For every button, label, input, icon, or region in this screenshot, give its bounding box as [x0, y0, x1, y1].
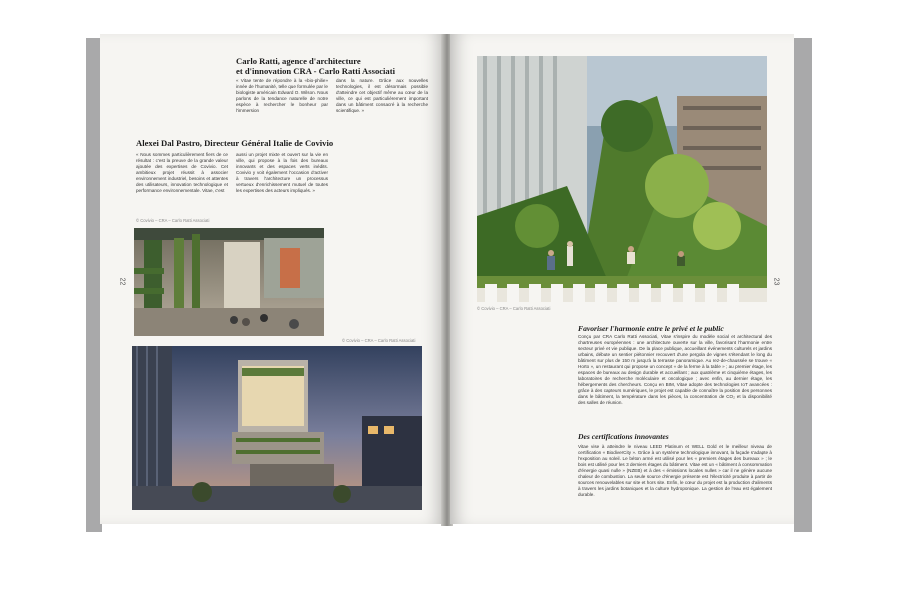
- section1-title-line2: et d'innovation CRA - Carlo Ratti Associati: [236, 66, 395, 76]
- harmony-heading: Favoriser l'harmonie entre le privé et le public: [578, 324, 724, 333]
- exterior-building-photo: [132, 346, 422, 510]
- interior-atrium-photo: [134, 228, 324, 336]
- right-page-number: 23: [772, 277, 780, 286]
- left-page-number: 22: [118, 277, 126, 286]
- certifications-body: Vitae vise à atteindre le niveau LEED Platinum et WELL Gold et le meilleur niveau de certification « BiodiverCity ». Grâce à un système technologique innovant, la façade s'adapte à l'exposition au soleil. Le béton armé est utilisé pour les « premiers étages des bureaux » ; le bois est utilisé pour les 3 derniers étages du bâtiment. Vitae est un « bâtiment à consommation d'énergie quasi nulle » (NZEB) et à des « émissions locales nulles » car il ne génère aucune chaleur de combustion. La seule source d'énergie présente est l'électricité produite à partir de sources renouvelables sur site et hors site. Enfin, le cœur du projet est la production d'aliments à travers les jardins botaniques et la culture hydroponique. La gestion de l'eau est également durable.: [578, 444, 772, 497]
- certifications-heading: Des certifications innovantes: [578, 432, 669, 441]
- section2-col2: aussi un projet mixte et ouvert sur la vie en ville, qui propose à la fois des bureaux innovants et des espaces verts inédits. Covivio y voit également l'occasion d'activer à travers l'architecture un processus vertueux d'enrichissement mutuel de toutes les expertises des acteurs impliqués. »: [236, 152, 328, 193]
- harmony-body: Conçu par CRA Carlo Ratti Associati, Vitae s'inspire du modèle social et architectural des chartreuses européennes : une architecture ouverte sur la ville, favorisant l'harmonie entre secteur privé et vie publique. De la place publique, accueillant événements culturels et jardins urbains, débute un sentier piétonnier recouvert d'une pergola de vignes s'étendant le long du bâtiment sur plus de 150 m jusqu'à la terrasse panoramique. Au rez-de-chaussée se trouve « Horto », un restaurant qui propose un concept « de la ferme à la table » ; au premier étage, les espaces de bureaux au design durable et accueillant ; aux quatrième et cinquième étages, les laboratoires de recherche moléculaire et oncologique ; avec enfin, au dernier étage, les hébergements des chercheurs. Conçu en BIM, Vitae adopte des technologies IoT avancées : grâce à des capteurs numériques, le projet est capable de connaître la position des personnes dans le bâtiment, la température dans les pièces, la concentration de CO₂ et la disponibilité des salles de réunion.: [578, 334, 772, 405]
- left-page: [100, 34, 444, 524]
- magazine-spread: [86, 34, 812, 532]
- photo2-caption: © Covivio – CRA – Carlo Ratti Associati: [342, 338, 416, 343]
- right-page: [450, 34, 794, 524]
- photo1-caption: © Covivio – CRA – Carlo Ratti Associati: [136, 218, 210, 223]
- cover-edge-right: [794, 38, 812, 532]
- section1-col1: « Vitae tente de répondre à la «bio-philie» innée de l'humanité, telle que formulée par le biologiste américain Edward O. Wilson. Nous parlons de la tendance naturelle de notre espèce à rechercher le bonheur par l'immersion: [236, 78, 328, 113]
- section1-col2: dans la nature. Grâce aux nouvelles technologies, il est désormais possible d'atteindre cet objectif même au cœur de la ville, ce qui est particulièrement important dans un bâtiment consacré à la recherche scientifique. »: [336, 78, 428, 113]
- garden-photo-caption: © Covivio – CRA – Carlo Ratti Associati: [477, 306, 551, 311]
- section1-title: [236, 56, 436, 76]
- section2-title: Alexei Dal Pastro, Directeur Général Italie de Covivio: [136, 138, 334, 148]
- rooftop-garden-photo: [477, 56, 767, 302]
- section2-col1: « Nous sommes particulièrement fiers de ce résultat : c'est la preuve de la grande valeur ajoutée des expertises de Covivio. Cet ambitieux projet réussit à associer environnement industriel, besoins et attentes des utilisateurs, innovation technologique et performance environnementale. Vitae, c'est: [136, 152, 228, 193]
- section1-title-line1: Carlo Ratti, agence d'architecture: [236, 56, 361, 66]
